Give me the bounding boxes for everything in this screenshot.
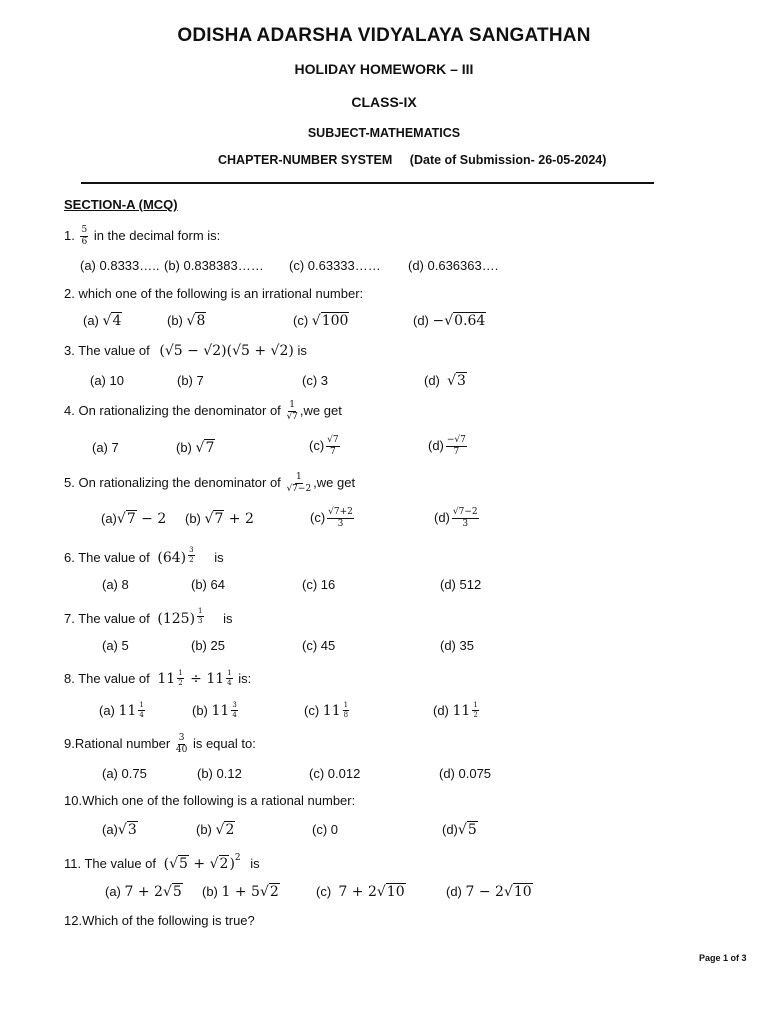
q6-option-b: (b) 64 (191, 577, 225, 592)
q3-option-b: (b) 7 (177, 373, 204, 388)
q9-option-b: (b) 0.12 (197, 766, 242, 781)
question-9 (64, 734, 256, 755)
q10-option-a: (a)√3 (102, 822, 137, 838)
q3-option-a: (a) 10 (90, 373, 124, 388)
header-divider (81, 182, 654, 184)
q4-option-d: (d) $\frac{-√7}{7}$ (428, 435, 466, 457)
opt-label: (a) (102, 822, 118, 837)
q5-option-c: (c) $\frac{√7+2}{3}$ (310, 507, 353, 529)
q11-number: 11. The value of (64, 856, 157, 871)
q4-option-c: (c) $\frac{√7}{7}$ (309, 435, 339, 457)
q8-option-c: (c) 11 $\frac{1}{8}$ (304, 701, 349, 719)
q11-option-c: (c) 7 + 2√10 (316, 884, 405, 900)
q5-option-b: (b) √7 + 2 (185, 511, 254, 527)
q2-option-b: (b) √8 (167, 313, 206, 329)
frac-num: 3 (178, 733, 185, 743)
q1-number: 1. (64, 227, 75, 243)
radicand: 0.64 (454, 313, 486, 329)
q6-tail: is (214, 550, 224, 565)
question-6: 6. The value of (64) $\frac{3}{2}$ is (64, 546, 224, 566)
opt-label: (c) (309, 437, 325, 453)
opt-label: (a) (101, 511, 117, 526)
chapter-label: CHAPTER-NUMBER SYSTEM (218, 153, 393, 167)
q8-option-d: (d) 11 $\frac{1}{2}$ (433, 701, 478, 719)
q8-option-b: (b) 11 $\frac{3}{4}$ (192, 701, 237, 719)
radicand: 100 (321, 313, 349, 329)
opt-label: (a) (83, 313, 99, 328)
opt-label: (b) (196, 822, 212, 837)
q9-option-d: (d) 0.075 (439, 766, 492, 781)
opt-label: (b) (202, 884, 218, 899)
question-10: 10.Which one of the following is a rational number: (64, 793, 356, 808)
q2-option-a: (a) √4 (83, 313, 122, 329)
question-11: 11. The value of $(√5 + √2)^2$ is (64, 853, 260, 872)
q8-tail: is: (238, 671, 252, 686)
opt-label: (b) (167, 313, 183, 328)
q4-option-a: (a) 7 (92, 440, 119, 455)
question-7: 7. The value of (125) $\frac{1}{3}$ is (64, 607, 233, 627)
q9-fraction (176, 734, 187, 755)
q9-option-c: (c) 0.012 (309, 766, 361, 781)
q6-option-c: (c) 16 (302, 577, 336, 592)
opt-label: (d) (434, 509, 450, 525)
opt-label: (d) (446, 884, 462, 899)
q5-tail: ,we get (313, 474, 356, 490)
q11-option-a: (a) 7 + 2√5 (105, 884, 182, 900)
q8-number: 8. The value of (64, 671, 150, 686)
q3-expression: (√5 − √2)(√5 + √2) (159, 343, 294, 359)
q5-option-a: (a)√7 − 2 (101, 511, 167, 527)
radicand: 4 (112, 313, 122, 329)
q9-number: 9.Rational number (64, 735, 171, 751)
page-number: Page 1 of 3 (699, 953, 747, 963)
frac-den: 40 (175, 745, 188, 755)
opt-label: (c) (316, 884, 332, 899)
section-title: SECTION-A (MCQ) (64, 197, 178, 212)
opt-label: (c) (293, 313, 309, 328)
q10-option-d: (d)√5 (442, 822, 477, 838)
question-12: 12.Which of the following is true? (64, 913, 255, 928)
q1-option-a: (a) 0.8333….. (80, 258, 160, 273)
opt-label: (a) (99, 703, 115, 718)
q1-option-c: (c) 0.63333…… (289, 258, 381, 273)
q4-option-b: (b) √7 (176, 440, 215, 456)
question-2: 2. which one of the following is an irrational number: (64, 286, 364, 301)
q7-tail: is (223, 611, 233, 626)
q3-number: 3. The value of (64, 343, 150, 358)
subject-label: SUBJECT-MATHEMATICS (307, 126, 461, 140)
q2-option-d: (d) −√0.64 (413, 313, 486, 329)
q4-tail: ,we get (299, 402, 342, 418)
frac-den: 6 (81, 237, 88, 247)
q3-option-d: (d) √3 (424, 373, 466, 389)
q7-option-a: (a) 5 (102, 638, 129, 653)
question-1 (64, 226, 220, 247)
q7-option-c: (c) 45 (302, 638, 336, 653)
opt-label: (d) (442, 822, 458, 837)
opt-label: (b) (192, 703, 208, 718)
q11-option-b: (b) 1 + 5√2 (202, 884, 279, 900)
q2-option-c: (c) √100 (293, 313, 349, 329)
q3-option-c: (c) 3 (302, 373, 328, 388)
chapter-line (218, 153, 606, 167)
q1-fraction (80, 226, 88, 247)
q5-option-d: (d) $\frac{√7-2}{3}$ (434, 507, 478, 529)
opt-label: (b) (176, 440, 192, 455)
question-3 (64, 343, 307, 359)
q10-option-b: (b) √2 (196, 822, 235, 838)
q6-option-a: (a) 8 (102, 577, 129, 592)
q4-text: 4. On rationalizing the denominator of (64, 402, 281, 418)
q11-option-d: (d) 7 − 2√10 (446, 884, 532, 900)
q11-tail: is (250, 856, 260, 871)
question-8: 8. The value of 11 $\frac{1}{2}$ ÷ 11 $\frac{1}{4}$ is: (64, 669, 252, 687)
q1-option-d: (d) 0.636363…. (408, 258, 499, 273)
opt-label: (d) (413, 313, 429, 328)
radicand: 8 (196, 313, 206, 329)
question-5 (64, 473, 355, 494)
opt-label: (d) (433, 703, 449, 718)
q7-number: 7. The value of (64, 611, 150, 626)
q5-fraction: $\frac{1}{√7-2}$ (286, 472, 312, 494)
q1-option-b: (b) 0.838383…… (164, 258, 264, 273)
q1-text: in the decimal form is: (93, 227, 221, 243)
q8-option-a: (a) 11 $\frac{1}{4}$ (99, 701, 144, 719)
q5-text: 5. On rationalizing the denominator of (64, 474, 281, 490)
q10-option-c: (c) 0 (312, 822, 338, 837)
school-name: ODISHA ADARSHA VIDYALAYA SANGATHAN (177, 25, 591, 46)
opt-label: (c) (304, 703, 320, 718)
q7-option-d: (d) 35 (440, 638, 474, 653)
q3-tail: is (297, 343, 307, 358)
class-label: CLASS-IX (351, 94, 417, 110)
question-4 (64, 401, 342, 422)
q7-option-b: (b) 25 (191, 638, 225, 653)
radicand: 3 (457, 373, 466, 389)
q4-fraction: $\frac{1}{√7}$ (286, 400, 298, 422)
opt-label: (a) (105, 884, 121, 899)
submission-date: (Date of Submission- 26-05-2024) (409, 153, 607, 167)
q9-option-a: (a) 0.75 (102, 766, 147, 781)
q6-number: 6. The value of (64, 550, 150, 565)
opt-label: (b) (185, 511, 201, 526)
homework-title: HOLIDAY HOMEWORK – III (294, 61, 474, 77)
opt-label: (d) (424, 373, 440, 388)
q6-base: (64) (157, 550, 187, 566)
q9-tail: is equal to: (192, 735, 256, 751)
q6-option-d: (d) 512 (440, 577, 482, 592)
opt-label: (c) (310, 509, 326, 525)
frac-num: 5 (81, 225, 88, 235)
q7-base: (125) (157, 611, 196, 627)
opt-label: (d) (428, 437, 444, 453)
